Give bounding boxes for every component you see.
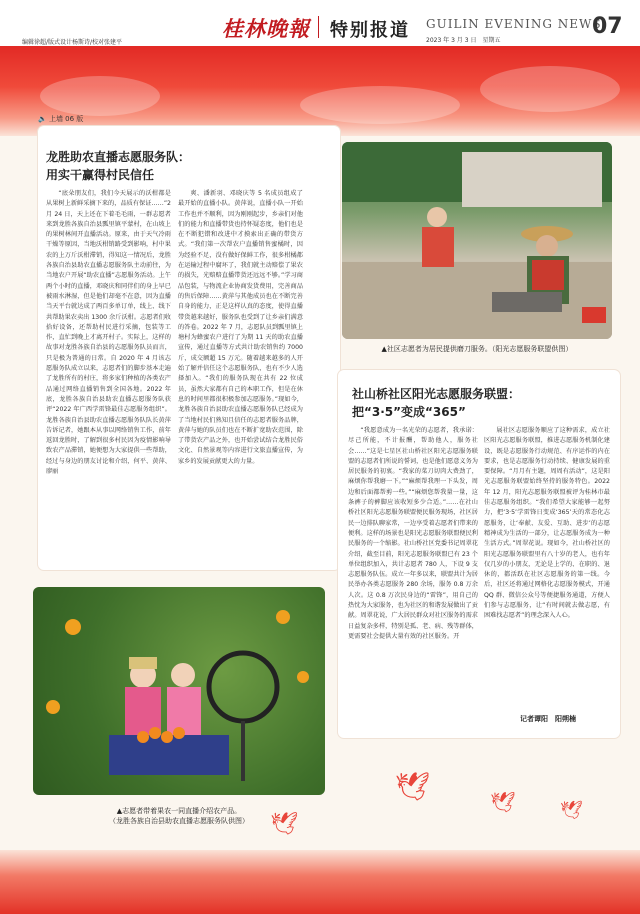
article1-column2: 爽、潘新羽、邓晓庆等 5 名成员组成了最开始的直播小队。黄萍说，直播小队一开始工作也并不顺利，因为刚刚起步，乡亲们对他们的能力和直播带货也持怀疑态度，他们也是在不断犯错和改进中才摸索出正确的带货方式。“我们第一次帮农户直播销售蜜橘时，因为经验不足，没有做好保鲜工作，很多柑橘都在运输过程中腐坏了，我们就主动赔偿了果农的损失，光赔赔直播带货还远远不够。”学习商品包装，与物流企业协商发货费用，完善商品的售后保障……黄萍与其他成员也在不断完善自身的能力，正是这样认真的态度，使得直播带货越来越好，服务队也受到了让乡亲们满意的答卷。2022 年 7 月，志愿队员到瓢里镇上塘村为蜂蜜农户进行了为期 11 天的助农直播宣传，通过直播等方式共计助农销售约 7000 斤，成交额超 15 万元。随着越来越多的人开始了解并信任这个志愿服务队，也有不少人选择加入。“我们的服务队现在共有 22 位成员，虽然大家都有自己的本职工作，但是在休息的时间里都很积极参加志愿服务。”现如今，龙胜各族自治县助农直播志愿服务队已经成为了当地村民们熟知且信任的志愿者服务品牌，黄萍与她的队员们也在不断扩宽助农范围，除了带货农产品之外，也开始尝试结合龙胜民俗文化、自然景观等内容进行文旅直播宣传，为家乡的发展贡献更大的力量。 [178, 190, 303, 465]
issue-date: 2023 年 3 月 3 日 星期五 [426, 37, 501, 44]
article1-title-line1: 龙胜助农直播志愿服务队： [46, 150, 191, 164]
article2-column1: “我愿意成为一名光荣的志愿者，我承诺：尽己所能，不计报酬，帮助他人，服务社会……”这是七星区社山桥社区阳光志愿服务联盟的志愿者们所说的誓词，也是他们愿意义务为居民服务的初衷。“我家的菜刀切肉大费劲了，麻烦你帮我磨一下。”“麻烦帮我理一下头发，周边和后面都帮剪一些。”“麻烦您帮我量一量，这条裤子的裤脚应该收短多少合适。”……在社山桥社区阳光志愿服务联盟便民服务现场，社区居民一边排队聊家常，一边享受着志愿者们带来的便利。这样的场景也是阳光志愿服务联盟便民利民服务的一个缩影。社山桥社区党委书记周翠花介绍，截至目前，阳光志愿服务联盟已有 23 个单位组织加入，共计志愿者 780 人，下设 9 支志愿服务队伍。成立一年多以来，联盟共计为居民举办各类志愿服务 280 余场，服务 0.8 万余人次。这 0.8 万次民身边的“雷锋”，用自己的热忱为大家服务，也为社区的和谐发展做出了贡献。周翠花说，广大居民群众对社区服务的需求日益复杂多样，特别是孤、老、病、残等群体，更需要社会提供大量有效的社区服务。开 [348, 427, 478, 640]
header-divider [318, 16, 319, 38]
bird-icon: 🕊 [395, 770, 431, 803]
article2-title-line1: 社山桥社区阳光志愿服务联盟： [352, 387, 521, 401]
decorative-red-band [0, 46, 640, 136]
photo2-caption-line1: ▲志愿者带着果农一同直播介绍农产品。 [116, 807, 242, 815]
decorative-footer-band [0, 850, 640, 914]
article1-title-line2: 用实干赢得村民信任 [46, 168, 155, 182]
editor-credits: 编辑徐超/版式设计杨斯诗/校对张建平 [22, 39, 123, 46]
photo2-caption-line2: （龙胜各族自治县助农直播志愿服务队供图） [109, 817, 249, 825]
newspaper-logo: 桂林晚報 [222, 16, 310, 41]
photo1-illustration [342, 142, 612, 339]
photo2-illustration [33, 587, 325, 795]
article1-column1: “底朵朋友们，我们今天展示的沃柑都是从果树上新鲜采摘下来的，品质有保证……”2 月 24 日，天上还在下着毛毛雨，一群志愿者来到龙胜各族自治县瓢里镇平蒙村，在山坡上的果树林间开直播活动。原来，由于天气冷雨干燥等原因，当地沃柑销路受到影响，村中果农的上万斤沃柑滞销，得知这一情况后，龙胜各族自治县助农直播志愿服务队主动前往，为当地农户开展“助农直播”志愿服务活动。上午两个小时的直播，邓晓庆和同伴们的身上早已被雨水淋湿，但是他们却毫不在意，因为直播当天平台就达成了两百多单订单，线上、线下共帮助果农卖出 1300 余斤沃柑。志愿者们收拾好设备，还帮助村民进行采摘，包装等工作，直忙到晚上才离开村子。实际上，这样的故事对龙胜各族自治县的志愿服务队员而言，只是极为普通的日常。自 2020 年 4 月该志愿服务队成立以来，志愿者们的脚步基本走遍了龙胜所有的村庄，将多家们种植的各类农产品通过网络直播销售到全国各地。2022 年底，龙胜各族自治县助农直播志愿服务队获评“2022 年广西学雷锋最佳志愿服务组织”。龙胜各族自治县助农直播志愿服务队队长黄萍告诉记者，她跟本从事以网络销售工作，前年返回龙胜时，了解到很多村民因为疫情影响导致农产品滞销，她便想为大家提供一些帮助，经过与身边的朋友讨论和介绍，何平、黄萍、廖丽 [46, 190, 171, 476]
masthead [0, 0, 640, 46]
article2-column2: 展社区志愿服务顺应了这种需求，成立社区阳光志愿服务联盟，推进志愿服务机制化建设，既是志愿服务行动规范、有序运作的内在要求，也是志愿服务行动持续、健康发展的重要保障。“月月有主题，周周有活动”，这是阳光志愿服务联盟始终坚持的服务特色。2022 年 12 月，阳光志愿服务联盟被评为桂林市最佳志愿服务组织。“我们希望大家能够一起努力，把‘3·5’学雷锋日变成‘365’天的常态化志愿服务，让‘奉献、友爱、互助、进步’的志愿精神成为生活的一部分，让志愿服务成为一种生活方式。”周翠花说。现如今，社山桥社区的阳光志愿服务联盟里有八十岁的老人，也有年仅几岁的小朋友，无论是上学的、在职的、退休的，都活跃在社区志愿服务的第一线。今后，社区还将通过网格化志愿服务模式，开通 QQ 群、微信公众号等便捷服务通道，方便人们参与志愿服务，让“有时间就去做志愿，有困难找志愿者”的理念深入人心。 [484, 427, 610, 620]
bird-icon: 🕊 [270, 812, 298, 837]
photo-knife-sharpening [342, 142, 612, 339]
speaker-icon: 🔈 [38, 115, 47, 123]
bird-icon: 🕊 [490, 790, 516, 814]
photo-livestream [33, 587, 325, 795]
audio-link[interactable] [38, 114, 83, 124]
article2-title-line2: 把“3·5”变成“365” [352, 405, 466, 419]
page-number: 07 [592, 14, 623, 39]
english-name: GUILIN EVENING NEWS [426, 17, 602, 31]
audio-label: 上墙 06 版 [48, 115, 84, 123]
byline: 记者谭阳 阳朔楠 [520, 715, 576, 723]
photo1-caption: ▲社区志愿者为居民提供磨刀服务。（阳光志愿服务联盟供图） [381, 345, 573, 353]
bird-icon: 🕊 [560, 800, 583, 821]
section-title: 特别报道 [330, 20, 410, 41]
